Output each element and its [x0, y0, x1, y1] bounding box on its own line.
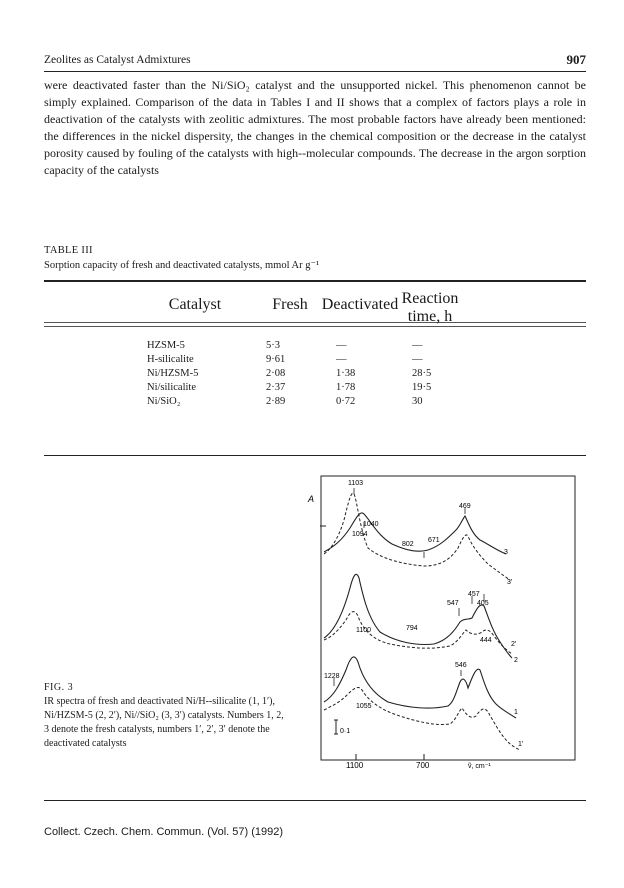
peak-label-1040: 1040: [363, 521, 379, 528]
table-cell-fresh: 2·89: [266, 396, 286, 407]
ir-spectra-figure: [300, 470, 580, 770]
body-text: [44, 77, 586, 179]
table-cell-time: 28·5: [412, 368, 432, 379]
table-cell-fresh: 2·08: [266, 368, 286, 379]
peak-label-1094: 1094: [352, 531, 368, 538]
peak-label-547: 547: [447, 600, 459, 607]
peak-label-444: 444: [480, 637, 492, 644]
table-top-rule: [44, 280, 586, 282]
table-cell-time: 19·5: [412, 382, 432, 393]
table-cell-time: —: [412, 354, 423, 365]
column-header-fresh: Fresh: [272, 296, 308, 313]
curve-2: [324, 574, 512, 658]
curve-2-prime: [324, 612, 512, 654]
table-label: TABLE III: [44, 245, 93, 256]
column-header-reaction: [398, 290, 462, 326]
table-cell-fresh: 2·37: [266, 382, 286, 393]
peak-label-1100: 1100: [356, 627, 372, 634]
table-cell-catalyst: Ni/silicalite: [147, 382, 196, 393]
table-caption: [44, 243, 586, 273]
table-cell-time: 30: [412, 396, 423, 407]
peak-label-1103: 1103: [348, 480, 364, 487]
column-header-catalyst: Catalyst: [168, 296, 222, 313]
curve-label-1: 1: [514, 709, 518, 716]
table-cell-fresh: 5·3: [266, 340, 280, 351]
figure-label: FIG. 3: [44, 682, 74, 693]
table-header-rule: [44, 322, 586, 323]
column-header-reaction-line1: Reaction: [401, 290, 459, 307]
axis-label-a: A: [308, 494, 315, 504]
curve-label-2: 2: [514, 657, 518, 664]
scale-bar-label: 0·1: [340, 728, 351, 735]
table-cell-catalyst: HZSM-5: [147, 340, 185, 351]
figure-caption: [44, 681, 284, 751]
column-header-reaction-line2: time, h: [407, 308, 453, 325]
column-header-deactivated: Deactivated: [321, 296, 399, 313]
table-cell-catalyst: Ni/SiO₂: [147, 396, 181, 407]
peak-label-794: 794: [406, 625, 418, 632]
peak-label-457: 457: [468, 591, 480, 598]
figure-caption-text: IR spectra of fresh and deactivated Ni/H--silicalite (1, 1′), Ni/HZSM-5 (2, 2′), Ni//SiO₂ (3, 3′) catalysts. Numbers 1, 2, 3 denote the fresh catalysts, numbers 1′, 2′, 3′ denote the deactivated catalysts: [44, 696, 284, 749]
footer-rule: [44, 800, 586, 801]
table-header-rule-2: [44, 326, 586, 327]
header-rule: [44, 71, 586, 72]
x-tick-label-1100: 1100: [346, 761, 364, 770]
table-caption-text: Sorption capacity of fresh and deactivated catalysts, mmol Ar g⁻¹: [44, 260, 320, 271]
curve-label-3-prime: 3′: [507, 579, 513, 586]
table-cell-catalyst: H-silicalite: [147, 354, 194, 365]
table-cell-deactivated: —: [336, 340, 347, 351]
table-bottom-rule: [44, 455, 586, 456]
x-tick-label-700: 700: [416, 761, 430, 770]
curve-label-1-prime: 1′: [518, 741, 524, 748]
peak-label-1055: 1055: [356, 703, 372, 710]
peak-label-1228: 1228: [324, 673, 340, 680]
peak-label-469: 469: [459, 503, 471, 510]
table-cell-fresh: 9·61: [266, 354, 286, 365]
page-number: 907: [566, 52, 586, 67]
peak-label-802: 802: [402, 541, 414, 548]
footer-citation: Collect. Czech. Chem. Commun. (Vol. 57) (1992): [44, 826, 284, 838]
table-cell-deactivated: 1·78: [336, 382, 356, 393]
peak-label-546: 546: [455, 662, 467, 669]
running-title: Zeolites as Catalyst Admixtures: [44, 54, 191, 66]
table-cell-deactivated: 1·38: [336, 368, 356, 379]
curve-1: [324, 657, 516, 718]
curve-label-3: 3: [504, 549, 508, 556]
peak-label-405: 405: [477, 600, 489, 607]
table-cell-time: —: [412, 340, 423, 351]
table-cell-deactivated: —: [336, 354, 347, 365]
x-unit-label: ṽ, cm⁻¹: [468, 763, 491, 770]
body-paragraph: were deactivated faster than the Ni/SiO₂ catalyst and the unsupported nickel. This phenomenon cannot be simply explained. Comparison of the data in Tables I and II shows that a complex of factors plays a role in deactivation of the catalysts with zeolitic admixtures. The most probable factors have already been mentioned: the differences in the nickel dispersity, the changes in the chemical composition or the decrease in the catalyst porosity caused by fouling of the catalysts with high--molecular compounds. The decrease in the argon sorption capacity of the catalysts: [44, 78, 586, 177]
table-cell-catalyst: Ni/HZSM-5: [147, 368, 199, 379]
table-cell-deactivated: 0·72: [336, 396, 356, 407]
peak-label-671: 671: [428, 537, 440, 544]
curve-label-2-prime: 2′: [511, 641, 517, 648]
running-head: [44, 52, 586, 70]
